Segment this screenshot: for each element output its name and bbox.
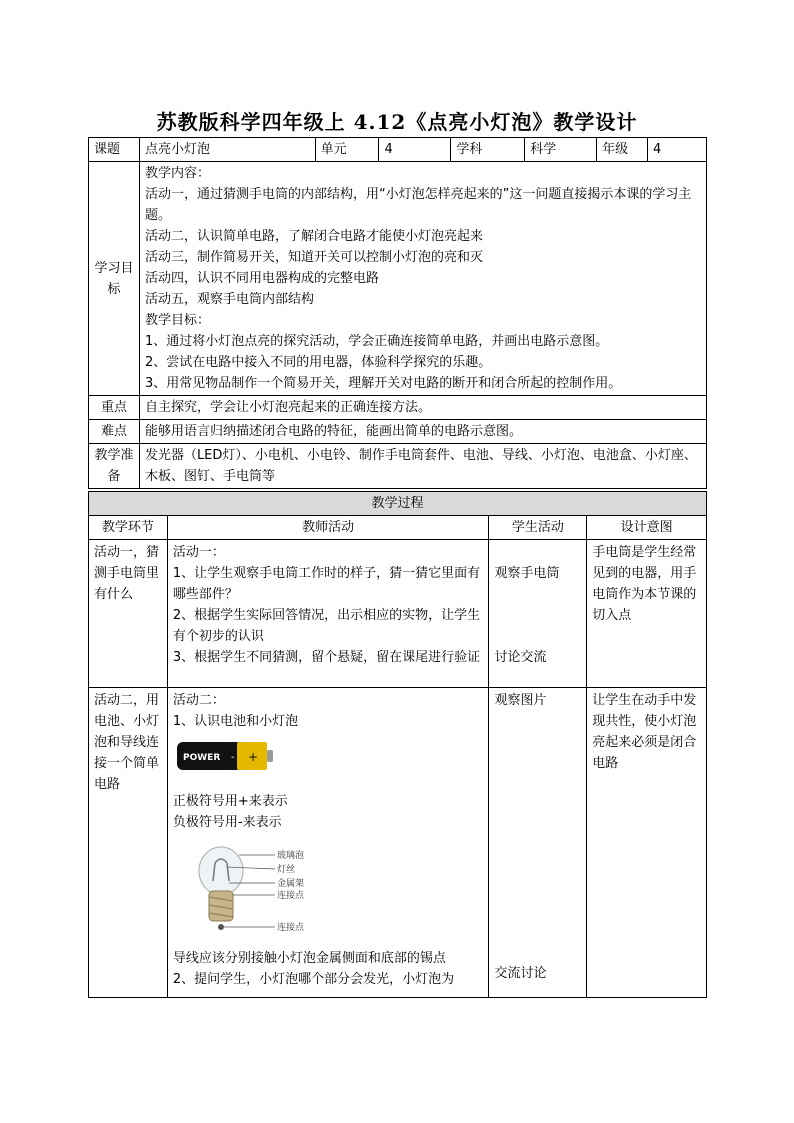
act1-stage: 活动一，猜测手电筒里有什么 bbox=[89, 540, 168, 688]
goals-line: 活动一，通过猜测手电筒的内部结构，用“小灯泡怎样亮起来的”这一问题直接揭示本课的学习主题。 bbox=[144, 187, 692, 223]
prep-label: 教学准备 bbox=[89, 444, 140, 489]
col-stage: 教学环节 bbox=[89, 516, 168, 540]
goals-content bbox=[139, 162, 706, 396]
act1-intent: 手电筒是学生经常见到的电器，用手电筒作为本节课的切入点 bbox=[587, 540, 707, 688]
activity-1-row bbox=[89, 540, 707, 688]
difficulty-label: 难点 bbox=[89, 420, 140, 444]
process-heading: 教学过程 bbox=[89, 492, 707, 516]
process-header-row bbox=[89, 516, 707, 540]
battery-image bbox=[175, 738, 275, 774]
act1-student: 观察手电筒 讨论交流 bbox=[489, 540, 587, 688]
prep-row bbox=[89, 444, 707, 489]
goals-line: 活动二，认识简单电路，了解闭合电路才能使小灯泡亮起来 bbox=[144, 229, 483, 244]
topic-key: 课题 bbox=[89, 138, 140, 162]
goals-row bbox=[89, 162, 707, 396]
prep-text: 发光器（LED灯）、小电机、小电铃、制作手电筒套件、电池、导线、小灯泡、电池盒、小灯座、木板、图钉、手电筒等 bbox=[139, 444, 706, 489]
page-title: 苏教版科学四年级上 4.12《点亮小灯泡》教学设计 bbox=[156, 110, 638, 134]
process-table bbox=[88, 491, 707, 998]
grade-value: 4 bbox=[648, 138, 707, 162]
subject-value: 科学 bbox=[525, 138, 597, 162]
goals-line: 活动五，观察手电筒内部结构 bbox=[144, 292, 314, 307]
act1-teacher: 活动一： 1、让学生观察手电筒工作时的样子，猜一猜它里面有哪些部件？ 2、根据学生实际回答情况，出示相应的实物，让学生有个初步的认识 3、根据学生不同猜测，留个悬疑，留在课尾进行验证 bbox=[167, 540, 489, 688]
svg-text:连接点: 连接点 bbox=[276, 923, 304, 933]
goals-line: 1、通过将小灯泡点亮的探究活动，学会正确连接简单电路，并画出电路示意图。 bbox=[144, 334, 609, 349]
grade-key: 年级 bbox=[597, 138, 648, 162]
difficulty-row bbox=[89, 420, 707, 444]
key-text: 自主探究，学会让小灯泡亮起来的正确连接方法。 bbox=[139, 396, 706, 420]
bulb-diagram bbox=[191, 841, 341, 941]
topic-value: 点亮小灯泡 bbox=[139, 138, 315, 162]
svg-text:玻璃泡: 玻璃泡 bbox=[276, 851, 304, 861]
svg-text:连接点: 连接点 bbox=[276, 891, 304, 901]
goals-line: 教学目标： bbox=[144, 313, 210, 328]
header-row bbox=[89, 138, 707, 162]
key-label: 重点 bbox=[89, 396, 140, 420]
svg-text:+: + bbox=[247, 750, 258, 764]
svg-text:金属架: 金属架 bbox=[276, 879, 304, 889]
goals-line: 活动三，制作简易开关，知道开关可以控制小灯泡的亮和灭 bbox=[144, 250, 483, 265]
act2-teacher: 活动二： 1、认识电池和小灯泡 POWER - + 正极符号用+来表示 负极符号用-来表示 玻璃泡 灯丝 金属架 连接点 连接点 导线应该分别接触小灯泡金属侧面和底部的锡点 2、提问学生，小灯泡哪个部分会发光，小灯泡为 bbox=[167, 688, 489, 998]
activity-2-row bbox=[89, 688, 707, 998]
goals-line: 2、尝试在电路中接入不同的用电器，体验科学探究的乐趣。 bbox=[144, 355, 492, 370]
goals-label: 学习目标 bbox=[89, 162, 140, 396]
info-table bbox=[88, 137, 707, 489]
act2-student: 观察图片 交流讨论 bbox=[489, 688, 587, 998]
key-row bbox=[89, 396, 707, 420]
svg-text:POWER: POWER bbox=[182, 753, 221, 763]
goals-line: 活动四，认识不同用电器构成的完整电路 bbox=[144, 271, 379, 286]
subject-key: 学科 bbox=[451, 138, 525, 162]
difficulty-text: 能够用语言归纳描述闭合电路的特征，能画出简单的电路示意图。 bbox=[139, 420, 706, 444]
col-teacher: 教师活动 bbox=[167, 516, 489, 540]
unit-value: 4 bbox=[379, 138, 451, 162]
act2-stage: 活动二，用电池、小灯泡和导线连接一个简单电路 bbox=[89, 688, 168, 998]
svg-text:-: - bbox=[230, 752, 235, 763]
goals-line: 教学内容： bbox=[144, 166, 210, 181]
col-intent: 设计意图 bbox=[587, 516, 707, 540]
act2-intent: 让学生在动手中发现共性，使小灯泡亮起来必须是闭合电路 bbox=[587, 688, 707, 998]
svg-text:灯丝: 灯丝 bbox=[276, 865, 295, 875]
goals-line: 3、用常见物品制作一个简易开关，理解开关对电路的断开和闭合所起的控制作用。 bbox=[144, 376, 622, 391]
col-student: 学生活动 bbox=[489, 516, 587, 540]
unit-key: 单元 bbox=[315, 138, 379, 162]
